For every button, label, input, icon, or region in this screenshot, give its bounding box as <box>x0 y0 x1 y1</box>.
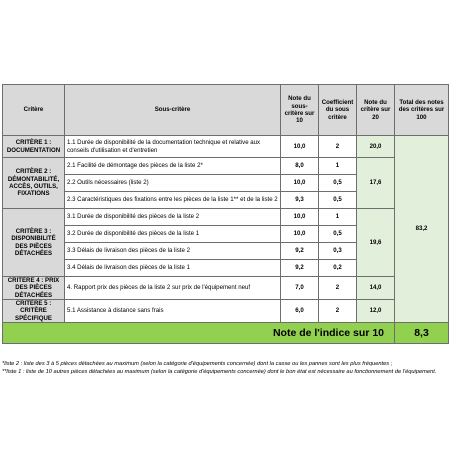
table-row <box>3 277 449 300</box>
criterion-3-label: CRITÈRE 3 : DISPONIBILITÉ DES PIÈCES DÉTACHÉES <box>3 209 65 277</box>
subcriterion-text: 5.1 Assistance à distance sans frais <box>65 299 281 322</box>
subcriterion-note: 6,0 <box>281 299 319 322</box>
subcriterion-note: 9,2 <box>281 243 319 260</box>
subcriterion-text: 2.3 Caractéristiques des fixations entre les pièces de la liste 1** et de la liste 2 <box>65 192 281 209</box>
criterion-1-note20: 20,0 <box>357 136 395 158</box>
subcriterion-coef: 0,5 <box>319 226 357 243</box>
final-score-row <box>3 322 449 343</box>
criterion-5-label: CRITÈRE 5 : CRITÈRE SPÉCIFIQUE <box>3 299 65 322</box>
subcriterion-text: 1.1 Durée de disponibilité de la documentation technique et relative aux conseils d'utilisation et d'entretien <box>65 136 281 158</box>
subcriterion-coef: 1 <box>319 158 357 175</box>
subcriterion-text: 3.3 Délais de livraison des pièces de la liste 2 <box>65 243 281 260</box>
subcriterion-note: 7,0 <box>281 277 319 300</box>
header-note-critere: Note du critère sur 20 <box>357 85 395 136</box>
criterion-4-note20: 14,0 <box>357 277 395 300</box>
subcriterion-coef: 2 <box>319 136 357 158</box>
table-row <box>3 299 449 322</box>
subcriterion-coef: 0,5 <box>319 192 357 209</box>
subcriterion-note: 10,0 <box>281 209 319 226</box>
subcriterion-note: 10,0 <box>281 226 319 243</box>
subcriterion-text: 3.1 Durée de disponibilité des pièces de la liste 2 <box>65 209 281 226</box>
subcriterion-note: 10,0 <box>281 136 319 158</box>
criterion-1-label: CRITÈRE 1 : DOCUMENTATION <box>3 136 65 158</box>
header-total: Total des notes des critères sur 100 <box>395 85 449 136</box>
subcriterion-note: 10,0 <box>281 175 319 192</box>
table-row <box>3 136 449 158</box>
subcriterion-coef: 0,3 <box>319 243 357 260</box>
header-row <box>3 85 449 136</box>
subcriterion-note: 9,3 <box>281 192 319 209</box>
table-row <box>3 158 449 175</box>
subcriterion-note: 8,0 <box>281 158 319 175</box>
subcriterion-text: 3.4 Délais de livraison des pièces de la liste 1 <box>65 260 281 277</box>
footnotes <box>2 361 448 376</box>
final-score-label: Note de l'indice sur 10 <box>3 322 395 343</box>
criterion-2-label: CRITÈRE 2 : DÉMONTABILITÉ, ACCÈS, OUTILS, FIXATIONS <box>3 158 65 209</box>
subcriterion-text: 3.2 Durée de disponibilité des pièces de la liste 1 <box>65 226 281 243</box>
footnote-liste-2: *liste 2 : liste des 3 à 5 pièces détachées au maximum (selon la catégorie d'équipements concernée) dont la casse ou les pannes sont les plus fréquentes ; <box>2 361 393 367</box>
subcriterion-text: 2.1 Facilité de démontage des pièces de la liste 2* <box>65 158 281 175</box>
footnote-liste-1: **liste 1 : liste de 10 autres pièces détachées au maximum (selon la catégorie d'équipements concernée) dont le bon état est nécessaire au fonctionnement de l'équipement. <box>2 368 437 375</box>
repairability-index-table-container <box>2 84 448 344</box>
criterion-2-note20: 17,6 <box>357 158 395 209</box>
final-score-value: 8,3 <box>395 322 449 343</box>
subcriterion-note: 9,2 <box>281 260 319 277</box>
subcriterion-coef: 1 <box>319 209 357 226</box>
criterion-3-note20: 19,6 <box>357 209 395 277</box>
total-score-100: 83,2 <box>395 136 449 323</box>
criterion-5-note20: 12,0 <box>357 299 395 322</box>
header-coefficient: Coefficient du sous critère <box>319 85 357 136</box>
subcriterion-text: 2.2 Outils nécessaires (liste 2) <box>65 175 281 192</box>
subcriterion-coef: 2 <box>319 299 357 322</box>
table-row <box>3 209 449 226</box>
subcriterion-coef: 0,5 <box>319 175 357 192</box>
subcriterion-coef: 0,2 <box>319 260 357 277</box>
subcriterion-text: 4. Rapport prix des pièces de la liste 2 sur prix de l'équipement neuf <box>65 277 281 300</box>
repairability-index-table <box>2 84 449 344</box>
header-note: Note du sous-critère sur 10 <box>281 85 319 136</box>
header-critere: Critère <box>3 85 65 136</box>
subcriterion-coef: 2 <box>319 277 357 300</box>
criterion-4-label: CRITÈRE 4 : PRIX DES PIÈCES DÉTACHÉES <box>3 277 65 300</box>
header-sous-critere: Sous-critère <box>65 85 281 136</box>
